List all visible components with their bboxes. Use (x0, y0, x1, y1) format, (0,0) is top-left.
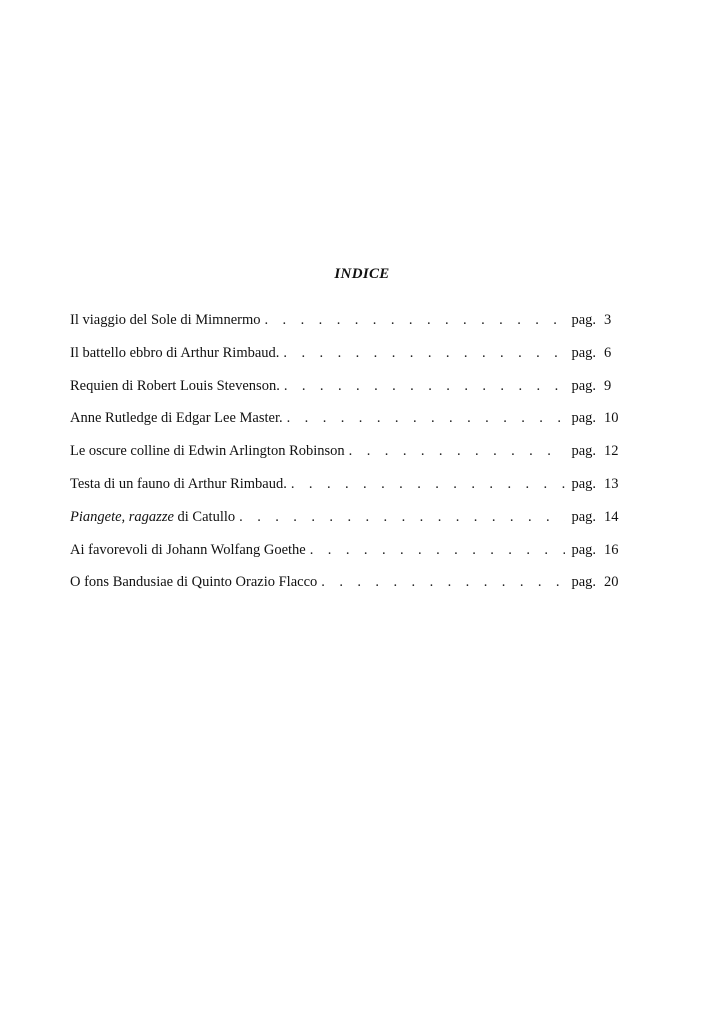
page-label: pag. (571, 475, 596, 492)
entry-title (70, 509, 235, 526)
toc-entry (70, 509, 626, 542)
dot-leader (287, 476, 566, 493)
page-number: 9 (604, 377, 612, 394)
page-label: pag. (571, 377, 596, 394)
entry-title-text: Il viaggio del Sole di Mimnermo (70, 312, 261, 328)
entry-title (70, 476, 287, 493)
entry-title (70, 312, 261, 329)
entry-title-text: Requien di Robert Louis Stevenson. (70, 377, 280, 394)
entry-title-text: Ai favorevoli di Johann Wolfang Goethe (70, 541, 306, 558)
dot-leader (279, 345, 565, 362)
entry-title-text: O fons Bandusiae di Quinto Orazio Flacco (70, 574, 318, 591)
dot-leader (280, 378, 566, 395)
page-number: 20 (604, 574, 619, 591)
entry-title-italic: Piangete, ragazze (70, 508, 174, 525)
dot-leader (283, 410, 566, 427)
page-label: pag. (571, 508, 596, 525)
entry-title (70, 345, 279, 362)
page-number: 6 (604, 344, 612, 361)
entry-title-text: Anne Rutledge di Edgar Lee Master. (70, 410, 283, 427)
entry-title (70, 378, 280, 395)
entry-title-text: Il battello ebbro di Arthur Rimbaud. (70, 344, 280, 361)
toc-entry (70, 378, 626, 411)
toc-entry (70, 574, 626, 607)
page-number: 3 (604, 312, 612, 328)
page-label: pag. (571, 541, 596, 558)
page-number: 13 (604, 475, 619, 492)
table-of-contents (70, 312, 626, 607)
entry-title-text: Le oscure colline di Edwin Arlington Robinson (70, 443, 345, 460)
entry-title (70, 410, 283, 427)
index-title: INDICE (334, 266, 390, 282)
page-label: pag. (571, 344, 596, 361)
page-label: pag. (571, 312, 596, 328)
dot-leader (306, 542, 566, 559)
page-label: pag. (571, 443, 596, 460)
toc-entry (70, 345, 626, 378)
entry-title (70, 574, 317, 591)
entry-title-text: di Catullo (173, 508, 236, 525)
dot-leader (235, 509, 565, 526)
toc-entry (70, 443, 626, 476)
toc-entry (70, 542, 626, 575)
page-number: 10 (604, 410, 619, 427)
page-label: pag. (571, 410, 596, 427)
page-label: pag. (571, 574, 596, 591)
page-number: 12 (604, 443, 619, 460)
toc-entry (70, 476, 626, 509)
dot-leader (345, 443, 566, 460)
page-number: 16 (604, 541, 619, 558)
dot-leader (317, 574, 565, 591)
entry-title-text: Testa di un fauno di Arthur Rimbaud. (70, 475, 287, 492)
entry-title (70, 443, 345, 460)
page-number: 14 (604, 508, 619, 525)
dot-leader (261, 312, 566, 329)
toc-entry (70, 410, 626, 443)
entry-title (70, 542, 306, 559)
toc-entry (70, 312, 626, 345)
